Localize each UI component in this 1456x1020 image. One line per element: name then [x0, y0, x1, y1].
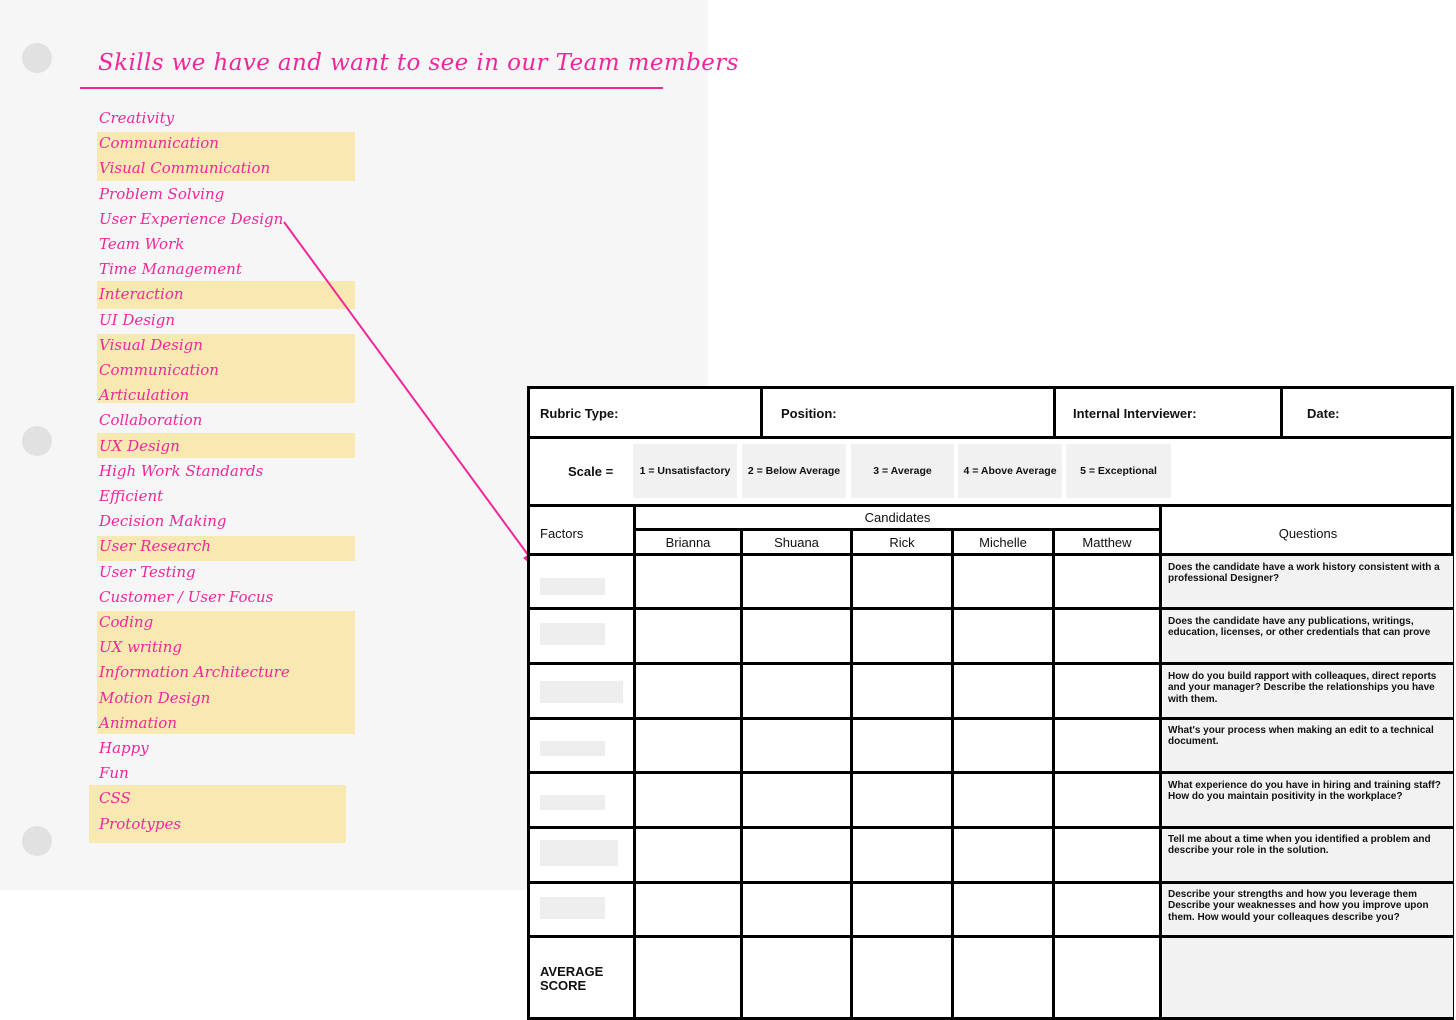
question-1: Does the candidate have a work history consistent with a professional Designer? — [1168, 562, 1440, 585]
skill-item: UX Design — [99, 436, 180, 455]
factor-placeholder — [540, 578, 605, 595]
skill-item: User Research — [99, 537, 212, 556]
question-6: Tell me about a time when you identified a problem and describe your role in the solution. — [1168, 834, 1431, 857]
question-4: What's your process when making an edit to a technical document. — [1168, 725, 1434, 748]
factor-placeholder — [540, 681, 623, 703]
skill-item: Coding — [99, 613, 154, 631]
scale-level-3: 3 = Average — [851, 444, 954, 498]
skill-item: Animation — [99, 713, 177, 732]
candidate-matthew: Matthew — [1082, 535, 1132, 550]
skill-item: Fun — [99, 764, 129, 783]
questions-header: Questions — [1278, 526, 1338, 541]
candidate-shuana: Shuana — [774, 535, 819, 550]
average-score-label: AVERAGE SCORE — [540, 964, 604, 993]
interviewer-label: Internal Interviewer: — [1073, 406, 1197, 421]
question-7: Describe your strengths and how you leverage them Describe your weaknesses and how you improve upon them. How would your colleaques describe you? — [1168, 889, 1429, 923]
skill-item: UI Design — [99, 310, 175, 329]
skill-item: CSS — [99, 789, 131, 808]
skill-item: Collaboration — [99, 411, 203, 430]
question-3: How do you build rapport with colleaques, direct reports and your manager? Describe the relationships you have with them. — [1168, 671, 1437, 705]
factor-placeholder — [540, 623, 605, 645]
skill-item: Motion Design — [99, 688, 211, 707]
skill-item: UX writing — [99, 638, 182, 657]
factor-placeholder — [540, 840, 618, 866]
question-5: What experience do you have in hiring and training staff? How do you maintain positivity in the workplace? — [1168, 780, 1441, 803]
factors-header: Factors — [540, 526, 584, 541]
notebook-title: Skills we have and want to see in our Team members — [98, 50, 739, 76]
candidate-michelle: Michelle — [979, 535, 1027, 550]
candidate-rick: Rick — [889, 535, 915, 550]
skill-item: Problem Solving — [99, 184, 225, 203]
skill-item: Happy — [99, 739, 149, 757]
interview-rubric — [527, 386, 1456, 1020]
skill-item: Interaction — [99, 285, 184, 304]
scale-level-1: 1 = Unsatisfactory — [633, 444, 737, 498]
scale-level-2: 2 = Below Average — [742, 444, 846, 498]
skill-item: Time Management — [99, 260, 242, 279]
candidate-brianna: Brianna — [665, 535, 711, 550]
factor-placeholder — [540, 795, 605, 810]
skill-item: Communication — [99, 361, 219, 379]
skill-item: User Experience Design — [99, 209, 284, 228]
skill-item: Communication — [99, 134, 219, 153]
arrow-line — [284, 222, 534, 563]
candidates-header: Candidates — [864, 510, 931, 525]
skill-item: Efficient — [99, 487, 164, 505]
skill-item: User Testing — [99, 562, 196, 581]
skill-item: Creativity — [99, 109, 175, 127]
skill-item: Decision Making — [99, 512, 227, 531]
scale-level-5: 5 = Exceptional — [1066, 444, 1171, 498]
position-label: Position: — [781, 406, 837, 421]
scale-level-4: 4 = Above Average — [958, 444, 1062, 498]
rubric-type-label: Rubric Type: — [540, 406, 619, 421]
skill-item: Prototypes — [99, 814, 182, 833]
skill-item: Team Work — [99, 235, 185, 253]
date-label: Date: — [1307, 406, 1340, 421]
skill-item: Visual Design — [99, 335, 203, 354]
question-2: Does the candidate have any publications, writings, education, licenses, or other credentials that can prove — [1168, 616, 1431, 639]
skill-item: Customer / User Focus — [99, 587, 274, 606]
factor-placeholder — [540, 741, 605, 756]
skill-item: Information Architecture — [99, 663, 290, 682]
factor-placeholder — [540, 897, 605, 919]
skill-item: High Work Standards — [99, 461, 264, 480]
scale-label: Scale = — [568, 464, 614, 479]
skill-item: Visual Communication — [99, 159, 271, 178]
skill-item: Articulation — [99, 386, 190, 405]
